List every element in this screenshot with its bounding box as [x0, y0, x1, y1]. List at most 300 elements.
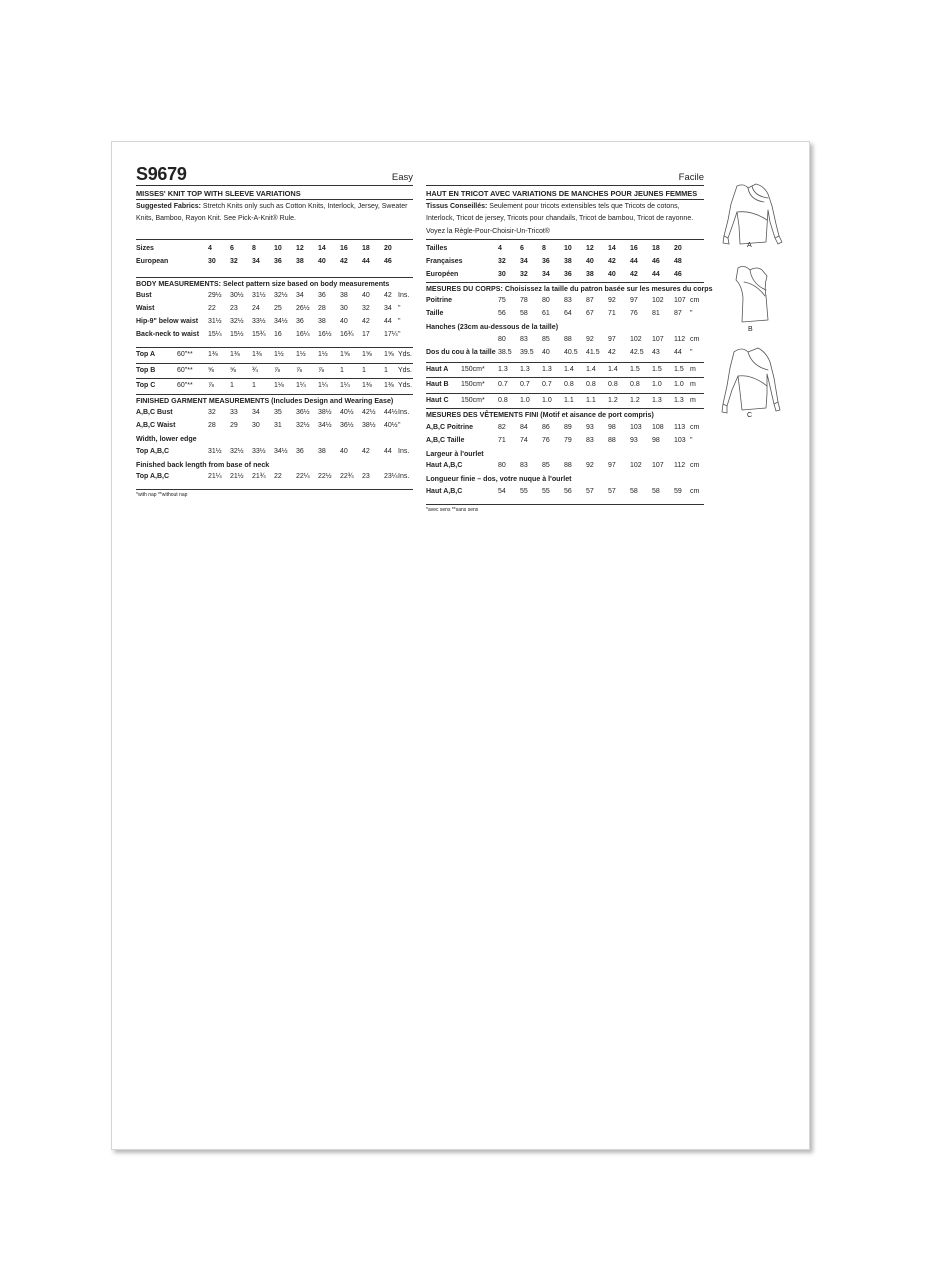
body-rows-en	[136, 290, 413, 342]
size-value: 29½	[208, 292, 222, 300]
size-value: 40½	[384, 422, 398, 430]
size-value: 1.1	[564, 396, 574, 404]
view-c-label: C	[747, 412, 753, 419]
size-value: 17¼	[384, 331, 398, 339]
size-value: 40	[340, 447, 348, 455]
size-value: 0.8	[498, 396, 508, 404]
size-value: 59	[674, 487, 682, 495]
unit-label: "	[690, 348, 693, 356]
size-value: 30½	[230, 292, 244, 300]
size-value: 44½	[384, 409, 398, 417]
size-value: 40	[362, 292, 370, 300]
unit-label: "	[398, 305, 401, 313]
size-value: 38	[318, 318, 326, 326]
size-value: 1.4	[564, 365, 574, 373]
european-row-fr	[426, 269, 704, 282]
fabric-width: 60"**	[177, 382, 193, 390]
size-value: 93	[586, 423, 594, 431]
size-value: 1.3	[542, 365, 552, 373]
size-value: 80	[542, 297, 550, 305]
unit-label: cm	[690, 297, 700, 305]
size-value: 56	[564, 487, 572, 495]
unit-label: m	[690, 381, 696, 389]
size-value: 76	[542, 436, 550, 444]
width-label-fr: Largeur à l'ourlet	[426, 449, 484, 458]
row-label: Top A,B,C	[136, 447, 170, 455]
size-value: 1⅜	[208, 351, 218, 359]
row-label: Top C	[136, 382, 156, 390]
size-value: 1.0	[652, 381, 662, 389]
size-value: 32½	[274, 292, 288, 300]
size-value: 88	[564, 462, 572, 470]
row-label: Tailles	[426, 245, 448, 252]
finished-title-en: FINISHED GARMENT MEASUREMENTS (Includes Design and Wearing Ease)	[136, 396, 394, 405]
size-value: 8	[542, 245, 546, 252]
size-value: 80	[498, 462, 506, 470]
row-label: Back-neck to waist	[136, 331, 200, 339]
size-value: 31½	[208, 318, 222, 326]
size-value: 34½	[318, 422, 332, 430]
size-value: ¾	[252, 366, 258, 374]
size-value: 16	[340, 245, 348, 252]
width-row-en	[136, 446, 413, 459]
size-value: 57	[608, 487, 616, 495]
view-b-sketch	[736, 266, 768, 322]
table-row	[426, 394, 704, 410]
finished-rows-fr	[426, 422, 704, 448]
unit-label: Ins.	[398, 473, 410, 481]
size-value: 1¼	[340, 382, 350, 390]
size-value: 30	[498, 270, 506, 278]
size-value: 31½	[208, 447, 222, 455]
size-value: 88	[564, 335, 572, 343]
finished-rows-en	[136, 407, 413, 433]
size-value: 71	[608, 310, 616, 318]
size-value: 16¼	[296, 331, 310, 339]
row-label: A,B,C Waist	[136, 422, 176, 430]
size-value: 1⅝	[362, 351, 372, 359]
size-value: 1⅜	[384, 382, 394, 390]
size-value: 40.5	[564, 348, 578, 356]
size-value: 87	[586, 297, 594, 305]
size-value: 92	[586, 335, 594, 343]
size-value: 21¾	[252, 473, 266, 481]
size-value: 1⅜	[362, 382, 372, 390]
size-value: 38½	[318, 409, 332, 417]
size-value: 58	[520, 310, 528, 318]
unit-label: Yds.	[398, 366, 413, 374]
garment-illustrations	[712, 180, 792, 420]
size-value: 1.3	[520, 365, 530, 373]
size-value: 8	[252, 245, 256, 252]
size-value: 1.3	[674, 396, 684, 404]
size-value: 16	[274, 331, 282, 339]
size-value: 61	[542, 310, 550, 318]
size-value: 46	[674, 270, 682, 278]
size-value: 4	[208, 245, 212, 252]
size-value: 0.7	[520, 381, 530, 389]
size-value: 24	[252, 305, 260, 313]
size-value: 6	[230, 245, 234, 252]
table-row	[136, 364, 413, 380]
size-value: 1.3	[652, 396, 662, 404]
size-value: 98	[608, 423, 616, 431]
size-value: 42	[362, 318, 370, 326]
size-value: 1⅝	[384, 351, 394, 359]
size-value: 1.5	[652, 365, 662, 373]
size-value: 34	[542, 270, 550, 278]
size-value: 92	[586, 462, 594, 470]
size-value: 44	[674, 348, 682, 356]
size-value: 18	[362, 245, 370, 252]
size-value: 22½	[318, 473, 332, 481]
size-value: 79	[564, 436, 572, 444]
size-value: 44	[384, 318, 392, 326]
size-value: 26½	[296, 305, 310, 313]
size-value: 38	[340, 292, 348, 300]
size-value: 33½	[252, 318, 266, 326]
suggested-fabrics-en	[136, 200, 413, 239]
size-value: 1¼	[318, 382, 328, 390]
fabrics-label-fr: Tissus Conseillés:	[426, 203, 488, 210]
size-value: 87	[674, 310, 682, 318]
size-value: 0.8	[586, 381, 596, 389]
size-value: 112	[674, 335, 686, 343]
size-value: 42	[384, 292, 392, 300]
size-value: 23	[230, 305, 238, 313]
size-value: 103	[630, 423, 642, 431]
header-en	[136, 165, 413, 186]
size-value: 1.1	[586, 396, 596, 404]
fabric-width: 60"**	[177, 366, 193, 374]
size-value: 20	[674, 245, 682, 252]
table-row	[136, 303, 413, 316]
size-value: 55	[520, 487, 528, 495]
size-value: 1.0	[520, 396, 530, 404]
size-value: 38	[296, 257, 304, 265]
european-row-en	[136, 256, 413, 269]
size-value: 1.0	[674, 381, 684, 389]
size-value: 1.3	[498, 365, 508, 373]
row-label: Européen	[426, 270, 459, 278]
size-value: 32	[230, 257, 238, 265]
body-measurements-title-fr: MESURES DU CORPS: Choisissez la taille du patron basée sur les mesures du corps	[426, 284, 713, 293]
garment-sketches-icon	[712, 180, 792, 420]
size-value: 34	[520, 257, 528, 265]
size-value: 22¾	[340, 473, 354, 481]
size-value: 41.5	[586, 348, 600, 356]
size-value: 97	[630, 297, 638, 305]
body-measurements-title-en: BODY MEASUREMENTS: Select pattern size based on body measurements	[136, 279, 390, 288]
row-label: A,B,C Taille	[426, 436, 465, 444]
size-value: 1.4	[586, 365, 596, 373]
size-value: 44	[630, 257, 638, 265]
length-label-en: Finished back length from base of neck	[136, 460, 270, 469]
size-value: 16¾	[340, 331, 354, 339]
size-value: 36½	[340, 422, 354, 430]
size-value: 102	[652, 297, 664, 305]
size-value: 34	[252, 257, 260, 265]
size-value: 34½	[274, 318, 288, 326]
table-row	[426, 460, 704, 473]
size-value: 0.8	[564, 381, 574, 389]
fabric-width: 150cm*	[461, 365, 485, 373]
row-label: Poitrine	[426, 297, 453, 305]
row-label: Waist	[136, 305, 155, 313]
table-row	[136, 471, 413, 484]
size-value: 36	[296, 318, 304, 326]
size-value: 67	[586, 310, 594, 318]
size-value: 103	[674, 436, 686, 444]
size-value: 107	[652, 335, 664, 343]
size-value: ⅞	[318, 366, 324, 374]
size-value: 44	[652, 270, 660, 278]
size-value: 112	[674, 462, 686, 470]
size-value: 16	[630, 245, 638, 252]
size-value: 22	[274, 473, 282, 481]
hip-row-fr	[426, 334, 704, 347]
size-value: 29	[230, 422, 238, 430]
size-value: 80	[498, 335, 506, 343]
table-row	[426, 435, 704, 448]
size-value: ⅞	[274, 366, 280, 374]
row-label: A,B,C Poitrine	[426, 423, 474, 431]
size-value: 20	[384, 245, 392, 252]
fabric-width: 150cm*	[461, 396, 485, 404]
size-value: 30	[208, 257, 216, 265]
length-row-fr	[426, 486, 704, 499]
size-value: 107	[674, 297, 686, 305]
unit-label: cm	[690, 462, 700, 470]
view-a-sketch	[723, 184, 782, 244]
fabrics-text-en: Stretch Knits only such as Cotton Knits, Interlock, Jersey, Sweater Knits, Bamboo, Rayon Knit. See Pick-A-Knit® Rule.	[136, 203, 408, 223]
size-value: 1½	[296, 351, 306, 359]
size-value: 32½	[230, 318, 244, 326]
size-value: 28	[318, 305, 326, 313]
size-value: 82	[498, 423, 506, 431]
size-value: 108	[652, 423, 664, 431]
fabric-width: 150cm*	[461, 381, 485, 389]
yardage-rows-en	[136, 348, 413, 395]
size-value: ⅝	[208, 366, 214, 374]
size-value: 12	[296, 245, 304, 252]
size-value: 40	[340, 318, 348, 326]
unit-label: "	[690, 310, 693, 318]
size-value: 71	[498, 436, 506, 444]
size-value: 1	[362, 366, 366, 374]
size-value: 40	[542, 348, 550, 356]
size-value: 98	[652, 436, 660, 444]
pattern-title-fr: HAUT EN TRICOT AVEC VARIATIONS DE MANCHES POUR JEUNES FEMMES	[426, 186, 704, 200]
size-value: 36½	[296, 409, 310, 417]
size-value: 15¾	[252, 331, 266, 339]
size-value: 42.5	[630, 348, 644, 356]
fabrics-text-fr: Seulement pour tricots extensibles tels que Tricots de cotons, Interlock, Tricot de jersey, Tricots pour chandails, Tricot de bambou, Tricot de rayonne. Voyez la Règle-Pour-Choisir-Un-Tricot®	[426, 203, 694, 235]
suggested-fabrics-fr	[426, 200, 704, 239]
size-value: 35	[274, 409, 282, 417]
pattern-envelope-sheet	[111, 141, 810, 1150]
row-label: Sizes	[136, 245, 154, 252]
size-value: 56	[498, 310, 506, 318]
unit-label: Ins.	[398, 409, 410, 417]
table-row	[136, 316, 413, 329]
row-label: European	[136, 257, 169, 265]
row-label: Bust	[136, 292, 152, 300]
size-value: 1.0	[542, 396, 552, 404]
size-value: 44	[384, 447, 392, 455]
size-value: 16½	[318, 331, 332, 339]
size-value: 1⅜	[252, 351, 262, 359]
unit-label: Ins.	[398, 292, 410, 300]
size-value: 83	[586, 436, 594, 444]
row-label: Haut A	[426, 365, 449, 373]
size-value: 12	[586, 245, 594, 252]
table-row	[136, 348, 413, 364]
sizes-row-en	[136, 243, 413, 256]
width-label-en: Width, lower edge	[136, 435, 197, 443]
unit-label: m	[690, 365, 696, 373]
unit-label: "	[398, 318, 401, 326]
unit-label: cm	[690, 335, 700, 343]
unit-label: "	[398, 331, 401, 339]
table-row	[426, 363, 704, 379]
size-value: 14	[608, 245, 616, 252]
table-row	[136, 420, 413, 433]
size-value: 21½	[230, 473, 244, 481]
size-value: 39.5	[520, 348, 534, 356]
unit-label: Ins.	[398, 447, 410, 455]
size-value: 32½	[296, 422, 310, 430]
size-value: 34½	[274, 447, 288, 455]
size-value: 113	[674, 423, 686, 431]
size-value: 83	[520, 335, 528, 343]
size-value: 1	[230, 382, 234, 390]
unit-label: "	[690, 436, 693, 444]
size-value: ⅝	[230, 366, 236, 374]
size-value: 22¼	[296, 473, 310, 481]
view-a-label: A	[747, 242, 752, 249]
size-value: 102	[630, 462, 642, 470]
size-value: 18	[652, 245, 660, 252]
size-value: 30	[252, 422, 260, 430]
size-value: 38	[318, 447, 326, 455]
header-fr	[426, 165, 704, 186]
size-value: 1½	[274, 351, 284, 359]
size-value: 1½	[318, 351, 328, 359]
french-column	[426, 165, 713, 514]
table-row	[136, 407, 413, 420]
size-value: 14	[318, 245, 326, 252]
size-value: 28	[208, 422, 216, 430]
row-label: Top A,B,C	[136, 473, 170, 481]
size-value: 1.2	[608, 396, 618, 404]
table-row	[426, 422, 704, 435]
size-value: 86	[542, 423, 550, 431]
size-value: 88	[608, 436, 616, 444]
size-value: 1	[340, 366, 344, 374]
size-value: 1⅜	[230, 351, 240, 359]
size-value: 36	[274, 257, 282, 265]
size-value: 89	[564, 423, 572, 431]
footnote-fr: *avec sens **sans sens	[426, 506, 479, 513]
size-value: 81	[652, 310, 660, 318]
unit-label: "	[398, 422, 401, 430]
length-row-en	[136, 471, 413, 484]
table-row	[426, 347, 704, 360]
length-label-fr: Longueur finie – dos, votre nuque à l'ourlet	[426, 475, 572, 484]
size-value: 38½	[362, 422, 376, 430]
size-value: 1	[384, 366, 388, 374]
size-value: 40	[586, 257, 594, 265]
view-c-sketch	[722, 348, 780, 413]
size-value: 1.4	[608, 365, 618, 373]
size-value: 40½	[340, 409, 354, 417]
unit-label: Yds.	[398, 382, 413, 390]
size-value: 83	[520, 462, 528, 470]
size-value: 42	[340, 257, 348, 265]
size-value: 46	[652, 257, 660, 265]
table-row	[136, 329, 413, 342]
size-value: 36	[564, 270, 572, 278]
table-row	[426, 295, 704, 308]
table-row	[136, 290, 413, 303]
body-rows-fr	[426, 295, 704, 321]
size-value: 23¼	[384, 473, 398, 481]
row-label: Top B	[136, 366, 156, 374]
size-value: 22	[208, 305, 216, 313]
yardage-rows-fr	[426, 363, 704, 410]
size-value: 32	[362, 305, 370, 313]
size-value: 58	[652, 487, 660, 495]
table-row	[426, 486, 704, 499]
size-value: 46	[384, 257, 392, 265]
size-value: 97	[608, 335, 616, 343]
size-value: ⅞	[296, 366, 302, 374]
size-value: 15½	[230, 331, 244, 339]
width-row-fr	[426, 460, 704, 473]
size-value: 40	[318, 257, 326, 265]
size-value: 42	[608, 257, 616, 265]
size-value: 33	[230, 409, 238, 417]
size-value: 0.8	[630, 381, 640, 389]
size-value: 1¼	[296, 382, 306, 390]
size-value: 32	[520, 270, 528, 278]
size-value: 85	[542, 462, 550, 470]
footnote-en: *with nap **without nap	[136, 492, 188, 499]
size-value: 15¼	[208, 331, 222, 339]
pattern-code: S9679	[136, 164, 187, 184]
size-value: 38	[564, 257, 572, 265]
size-value: 76	[630, 310, 638, 318]
sizes-row-fr	[426, 243, 704, 256]
french-sizes-row	[426, 256, 704, 269]
unit-label: m	[690, 396, 696, 404]
unit-label: cm	[690, 487, 700, 495]
size-value: 75	[498, 297, 506, 305]
size-value: 0.7	[498, 381, 508, 389]
table-row	[136, 379, 413, 395]
hip-label-fr: Hanches (23cm au-dessous de la taille)	[426, 323, 559, 332]
unit-label: Yds.	[398, 351, 413, 359]
size-value: 36	[296, 447, 304, 455]
table-row	[426, 378, 704, 394]
size-value: 97	[608, 462, 616, 470]
row-label: Haut A,B,C	[426, 462, 463, 470]
size-value: 64	[564, 310, 572, 318]
size-value: 102	[630, 335, 642, 343]
size-value: 17	[362, 331, 370, 339]
size-value: 43	[652, 348, 660, 356]
